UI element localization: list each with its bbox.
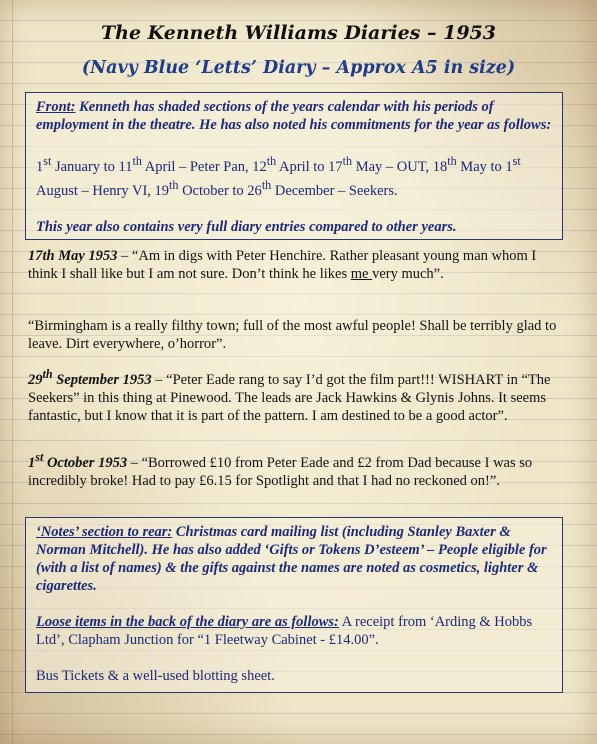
notes-section-paragraph	[36, 523, 554, 595]
front-notes-text: Kenneth has shaded sections of the years calendar with his periods of employment in the theatre. He has also noted his commitments for the year as follows:	[36, 99, 552, 133]
rear-notes-box	[25, 517, 563, 693]
loose-items-text: A receipt from ‘Arding & Hobbs Ltd’, Clapham Junction for “1 Fleetway Cabinet - £14.00”.	[36, 614, 533, 648]
page-margin-line	[12, 0, 13, 744]
entry-text: – “Am in digs with Peter Henchire. Rather pleasant young man whom I think I shall like but I am not sure. Don’t think he likes	[28, 248, 537, 282]
bus-tickets-line: Bus Tickets & a well-used blotting sheet.	[36, 668, 275, 684]
front-notes-closing: This year also contains very full diary entries compared to other years.	[36, 218, 457, 235]
page-title: The Kenneth Williams Diaries – 1953	[101, 22, 496, 44]
notes-text: Christmas card mailing list (including Stanley Baxter & Norman Mitchell). He has also added ‘Gifts or Tokens D’esteem’ – People eligible for (with a list of names) & the gifts against the names are noted as cosmetics, lighter & cigarettes.	[36, 524, 547, 594]
entry-date: 29th September 1953	[28, 367, 152, 388]
loose-items-paragraph	[36, 613, 554, 649]
front-notes-box	[25, 92, 563, 240]
entry-text-end: very much”.	[372, 266, 444, 282]
front-notes-paragraph	[36, 98, 554, 134]
employment-periods: 1st January to 11th April – Peter Pan, 12th April to 17th May – OUT, 18th May to 1st August – Henry VI, 19th October to 26th December – Seekers.	[36, 154, 521, 199]
entry-underlined-word: me	[350, 266, 373, 282]
diary-entry-29-september	[28, 365, 558, 425]
entry-date: 17th May 1953	[28, 248, 118, 264]
entry-text: – “Borrowed £10 from Peter Eade and £2 from Dad because I was so incredibly broke! Had to pay £6.15 for Spotlight and that I had no reckoned on!”.	[28, 454, 533, 489]
notes-label: ‘Notes’ section to rear:	[36, 524, 173, 540]
entry-text: – “Peter Eade rang to say I’d got the film part!!! WISHART in “The Seekers” in this thing at Pinewood. The leads are Jack Hawkins & Glynis Johns. It seems fantastic, but I know that it is part of the pattern. I am destined to be a good actor”.	[28, 371, 551, 424]
diary-entry-17-may	[28, 247, 558, 283]
entry-text: “Birmingham is a really filthy town; full of the most awful people! Shall be terribly glad to leave. Dirt everywhere, o’horror”.	[28, 318, 557, 352]
front-label: Front:	[36, 99, 76, 115]
entry-date: 1st October 1953	[28, 450, 128, 471]
diary-entry-birmingham	[28, 317, 558, 353]
diary-entry-1-october	[28, 448, 558, 490]
loose-items-label: Loose items in the back of the diary are as follows:	[36, 614, 339, 630]
page-subtitle: (Navy Blue ‘Letts’ Diary – Approx A5 in size)	[81, 58, 516, 78]
